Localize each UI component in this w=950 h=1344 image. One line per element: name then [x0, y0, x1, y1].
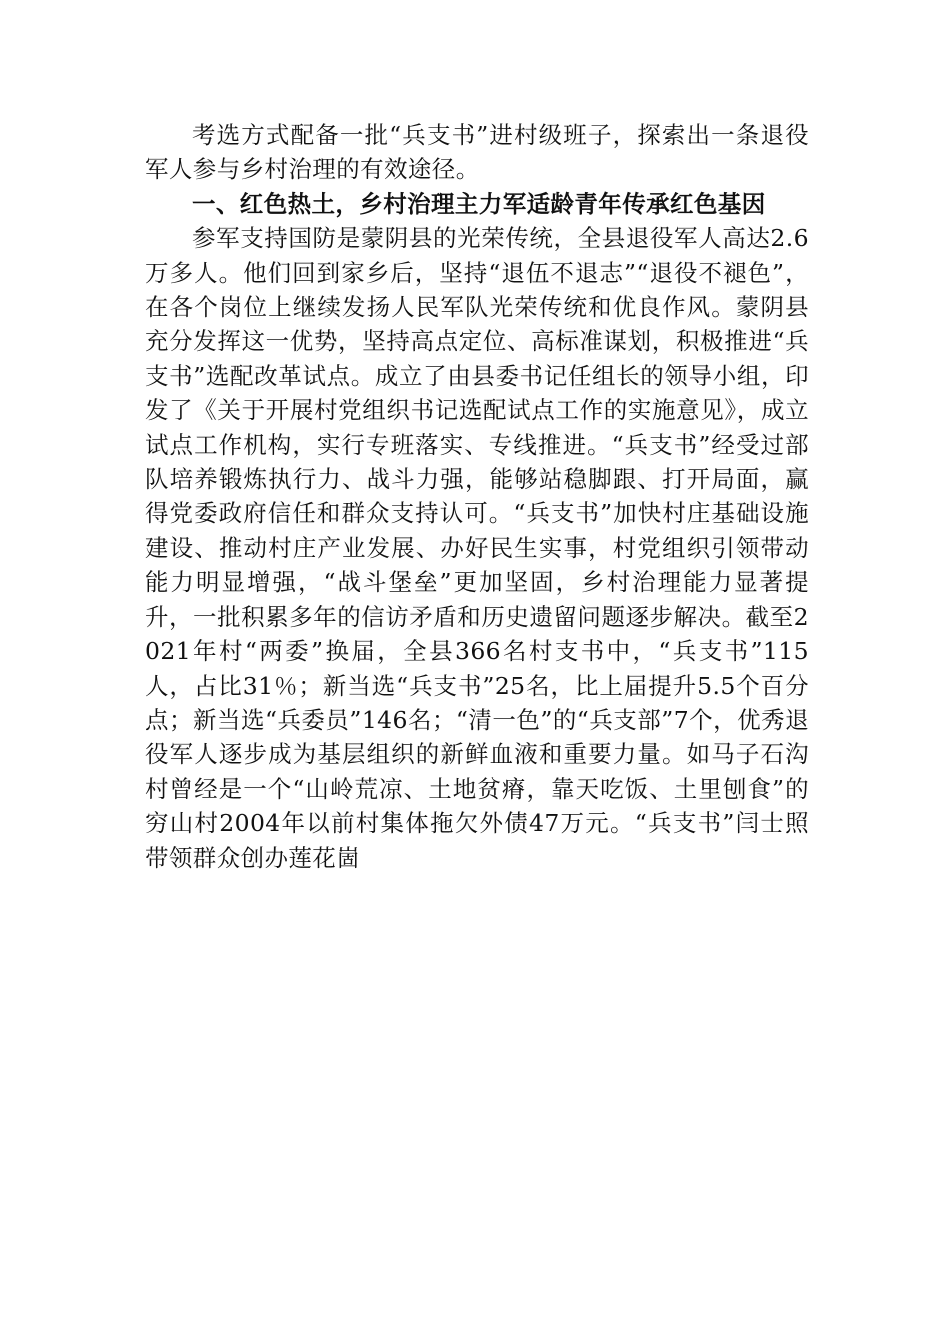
body-paragraph: 参军支持国防是蒙阴县的光荣传统，全县退役军人高达2.6万多人。他们回到家乡后，坚持“退伍不退志”“退役不褪色”，在各个岗位上继续发扬人民军队光荣传统和优良作风。蒙阴县充分发挥这一优势，坚持高点定位、高标准谋划，积极推进“兵支书”选配改革试点。成立了由县委书记任组长的领导小组，印发了《关于开展村党组织书记选配试点工作的实施意见》，成立试点工作机构，实行专班落实、专线推进。“兵支书”经受过部队培养锻炼执行力、战斗力强，能够站稳脚跟、打开局面，赢得党委政府信任和群众支持认可。“兵支书”加快村庄基础设施建设、推动村庄产业发展、办好民生实事，村党组织引领带动能力明显增强，“战斗堡垒”更加坚固，乡村治理能力显著提升，一批积累多年的信访矛盾和历史遗留问题逐步解决。截至2021年村“两委”换届，全县366名村支书中，“兵支书”115人，占比31％；新当选“兵支书”25名，比上届提升5.5个百分点；新当选“兵委员”146名；“清一色”的“兵支部”7个，优秀退役军人逐步成为基层组织的新鲜血液和重要力量。如马子石沟村曾经是一个“山岭荒凉、土地贫瘠，靠天吃饭、土里刨食”的穷山村2004年以前村集体拖欠外债47万元。“兵支书”闫士照带领群众创办莲花崮: [145, 224, 809, 872]
document-body: [145, 118, 809, 875]
intro-paragraph: 考选方式配备一批“兵支书”进村级班子，探索出一条退役军人参与乡村治理的有效途径。: [145, 121, 809, 184]
section-heading: 一、红色热土，乡村治理主力军适龄青年传承红色基因: [192, 189, 766, 218]
